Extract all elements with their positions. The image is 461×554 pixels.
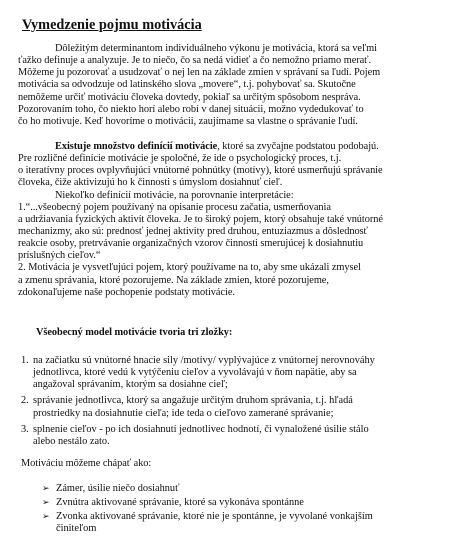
- document-title: Vymedzenie pojmu motivácia: [22, 17, 202, 33]
- text-line: alebo nestálo zato.: [33, 435, 110, 447]
- text-line: činiteľom: [56, 523, 97, 535]
- text-line: príslušných cieľov.“: [18, 250, 101, 262]
- text-line: Niekoľko definícií motivácie, na porovnanie interpretácie:: [55, 189, 294, 201]
- text-line: a zmenu správania, ktoré pozorujeme. Na základe zmien, ktoré pozorujeme,: [18, 274, 329, 286]
- text-line: na začiatku sú vnútorné hnacie sily /motívy/ vyplývajúce z vnútornej nerovnováhy: [33, 355, 375, 366]
- model-heading: Všeobecný model motivácie tvoria tri zložky:: [36, 327, 233, 338]
- model-list: [21, 355, 451, 452]
- text-line: ťažko definuje a analyzuje. Je to niečo, čo sa nedá vidieť a čo nemožno priamo merať.: [18, 55, 372, 67]
- bold-intro: Existuje množstvo definícií motivácie: [55, 141, 218, 152]
- list-marker: 2.: [21, 395, 29, 407]
- text-line: Môžeme ju pozorovať a usudzovať o nej len na základe zmien v správaní sa ľudí. Pojem: [18, 67, 381, 79]
- understanding-label: Motiváciu môžeme chápať ako:: [21, 458, 152, 469]
- text-line: splnenie cieľov - po ich dosiahnutí jednotlivec hodnotí, či vynaložené úsilie stálo: [33, 423, 369, 435]
- text-line: 2. Motivácia je vysvetľujúci pojem, ktorý používame na to, aby sme ukázali zmysel: [18, 262, 361, 274]
- text-line: 1.“...všeobecný pojem používaný na opisanie procesu začatia, usmerňovania: [18, 201, 331, 213]
- list-item: [21, 424, 451, 448]
- text-line: Zámer, úsilie niečo dosiahnuť: [56, 483, 180, 494]
- arrow-bullet-icon: ➢: [42, 498, 50, 509]
- intro-paragraph: [18, 43, 446, 128]
- list-item: [42, 511, 447, 535]
- text-line: Zvonka aktivované správanie, ktoré nie je spontánne, je vyvolané vonkajším: [56, 511, 373, 523]
- text-line: a udržiavania fyzických aktivít človeka. Je to široký pojem, ktorý obsahuje také vnútorné: [18, 213, 383, 225]
- text-line: čo ho motivuje. Keď hovoríme o motivácii, zaujímame sa vlastne o správanie ľudí.: [18, 115, 358, 127]
- list-marker: 1.: [21, 355, 29, 366]
- text-line: Pre rozličné definície motivácie je spoločné, že ide o psychologický proces, t.j.: [18, 153, 342, 165]
- text-line: motivácia sa odvodzuje od latinského slova „movere“, t.j. pohybovať sa. Skutočne: [18, 79, 356, 91]
- list-item: [21, 395, 451, 419]
- text-line: reakcie osoby, pretrvávanie organizačných vzorov činnosti smerujúcej k dosiahnutiu: [18, 238, 364, 250]
- arrow-bullet-icon: ➢: [42, 512, 50, 523]
- text-line: Zvnútra aktivované správanie, ktoré sa vykonáva spontánne: [56, 497, 304, 509]
- list-item: [21, 355, 451, 391]
- text-line: angažoval správaním, ktorým sa dosiahne cieľ;: [33, 379, 228, 391]
- text-line: zdokonaľujeme naše pochopenie podstaty motivácie.: [18, 286, 235, 298]
- text-line: o iteratívny proces ovplyvňujúci vnútorné pohnútky (motívy), ktoré usmerňujú správanie: [18, 165, 383, 177]
- text-line: [18, 141, 446, 153]
- text-line: jednotlivca, ktoré vedú k vytýčeniu cieľov a vyvolávajú v ňom napätie, aby sa: [33, 367, 357, 379]
- arrow-bullet-icon: ➢: [42, 484, 50, 494]
- text-line: človeka, čiže aktivizujú ho k činnosti s úmyslom dosiahnuť cieľ.: [18, 177, 283, 189]
- text-line: správanie jednotlivca, ktorý sa angažuje určitým druhom správania, t.j. hľadá: [33, 395, 353, 407]
- intro-rest: , ktoré sa zvyčajne podstatou podobajú.: [217, 141, 379, 152]
- list-item: [42, 483, 447, 495]
- definitions-paragraph: [18, 141, 446, 299]
- text-line: prostriedky na dosiahnutie cieľa; ide teda o cieľovo zamerané správanie;: [33, 407, 334, 419]
- text-line: Pozorovaním toho, čo niekto horí alebo robí v danej situácii, možno vydedukovať to: [18, 103, 364, 115]
- text-line: Dôležitým determinantom individuálneho výkonu je motivácia, ktorá sa veľmi: [55, 43, 377, 54]
- text-line: mechanizmy, ako sú: prednosť jednej aktivity pred druhou, entuziazmus a dôslednosť: [18, 225, 368, 237]
- understanding-list: [42, 483, 447, 538]
- list-marker: 3.: [21, 423, 29, 435]
- list-item: [42, 497, 447, 509]
- text-line: nemôžeme určiť motiváciu človeka dovtedy, pokiaľ sa určitým spôsobom nespráva.: [18, 91, 361, 103]
